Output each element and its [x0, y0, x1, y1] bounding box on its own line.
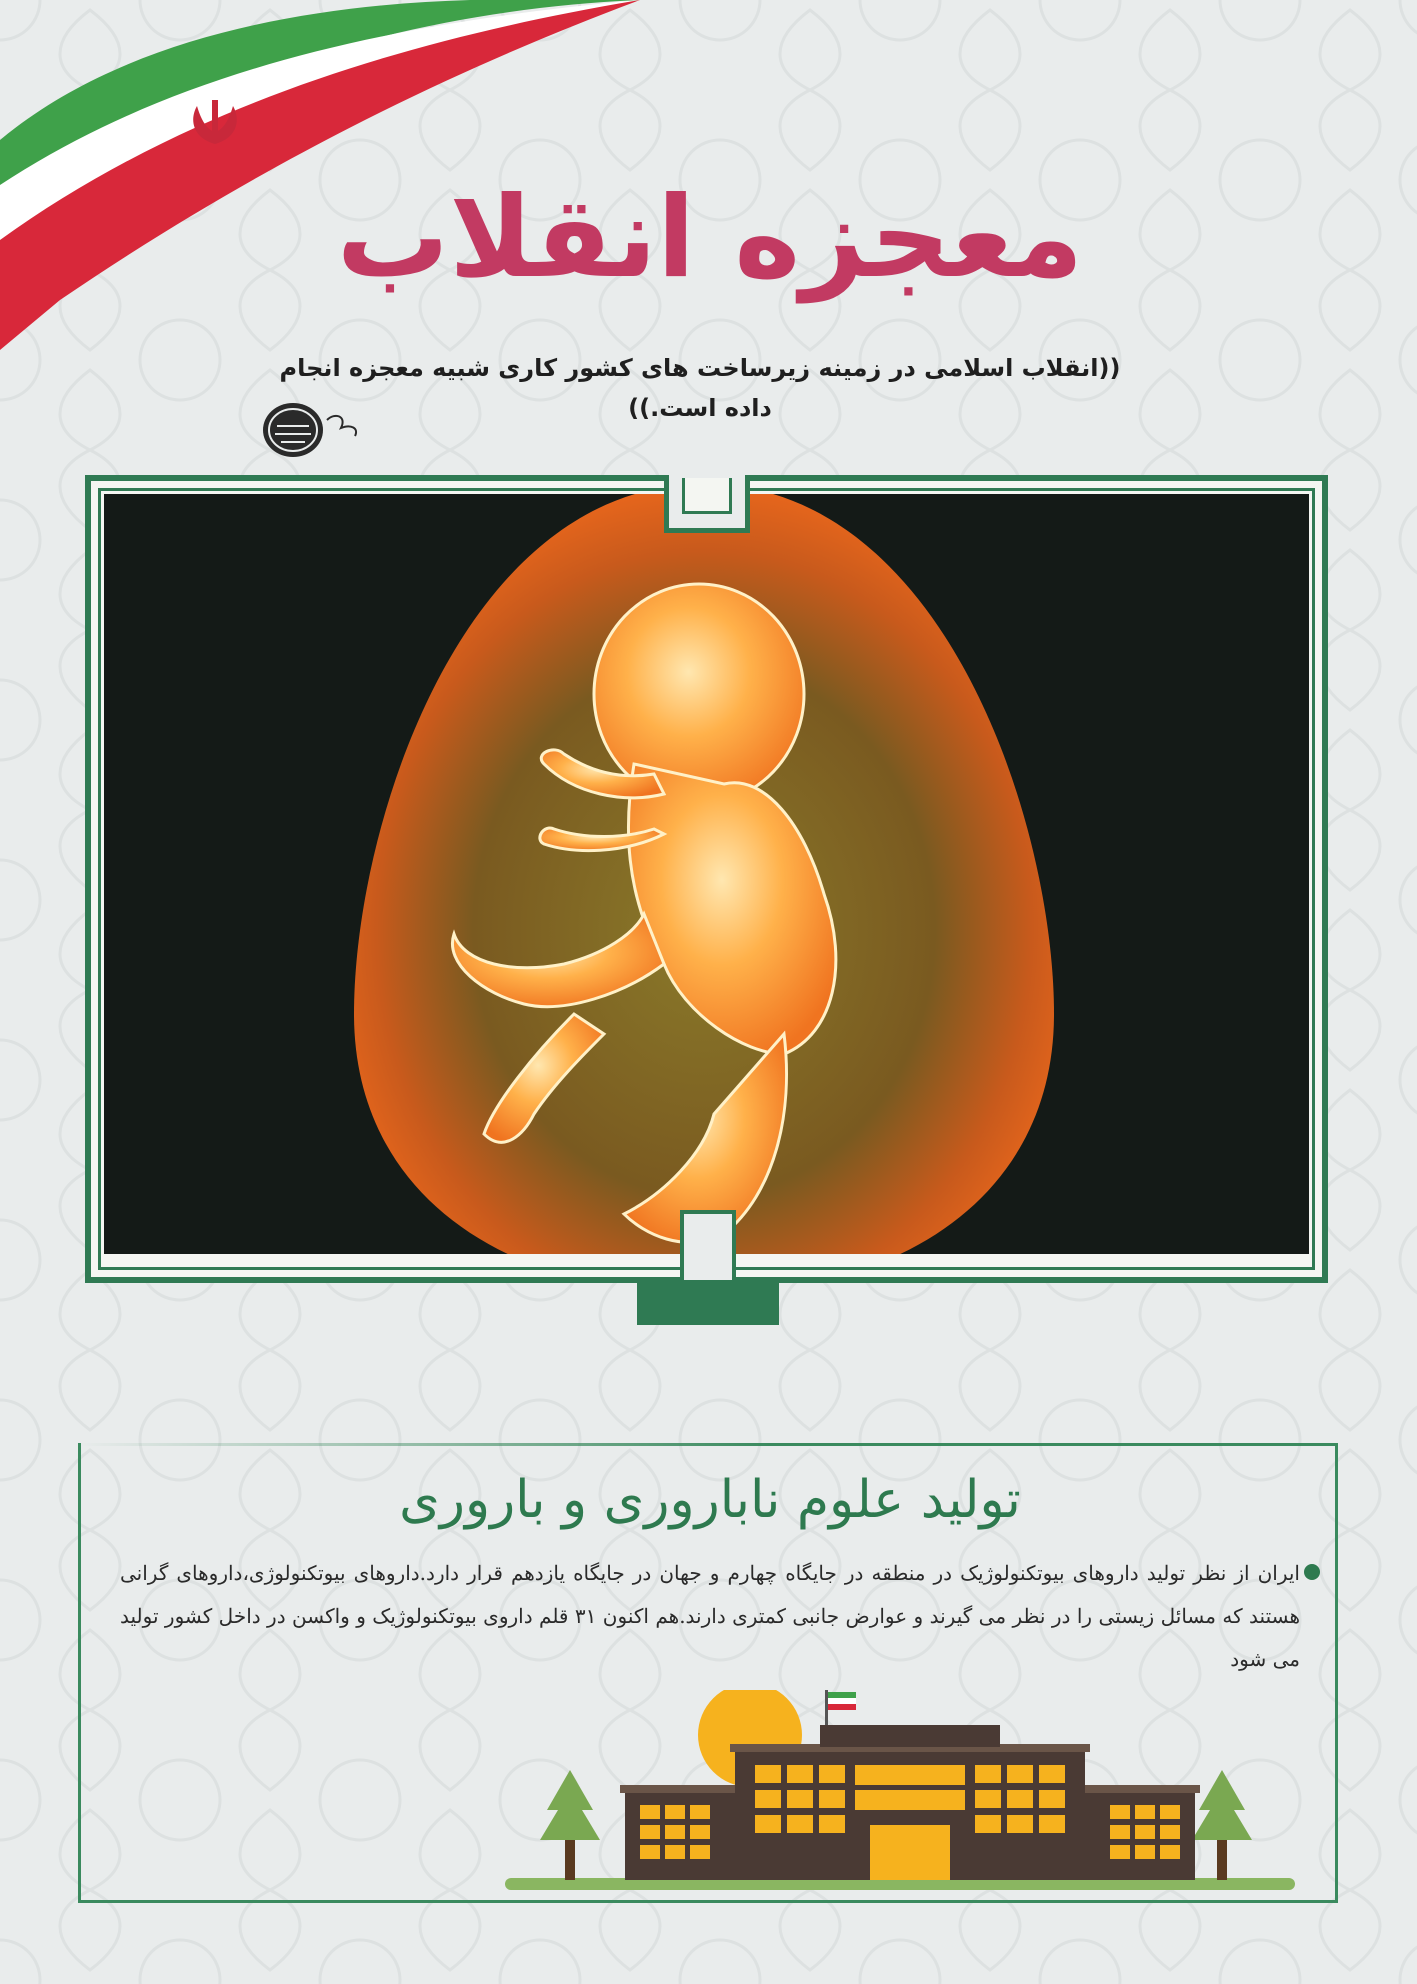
leader-quote: ((انقلاب اسلامی در زمینه زیرساخت های کشور کاری شبیه معجزه انجام داده است.))	[279, 354, 1121, 422]
poster-title: معجزه انقلاب	[336, 173, 1084, 303]
body-paragraph: ایران از نظر تولید داروهای بیوتکنولوژیک در منطقه در جایگاه چهارم و جهان در جایگاه یازدهم قرار دارد.داروهای بیوتکنولوژی،داروهای گرانی هستند که مسائل زیستی را در نظر می گیرند و عوارض جانبی کمتری دارند.هم اکنون ۳۱ قلم داروی بیوتکنولوژیک و واکسن در داخل کشور تولید می شود	[120, 1561, 1300, 1671]
tree-icon	[540, 1770, 600, 1880]
embryo-photo	[104, 494, 1309, 1254]
signature-seal-icon	[255, 398, 365, 460]
frame-notch-bottom	[680, 1210, 736, 1280]
bullet-dot-icon	[1304, 1564, 1320, 1580]
info-section-top-line	[78, 1443, 1338, 1446]
tree-icon	[1192, 1770, 1252, 1880]
frame-bottom-tab	[637, 1283, 779, 1325]
frame-notch-top-inner	[682, 478, 732, 514]
section-heading: تولید علوم ناباروری و باروری	[399, 1470, 1021, 1530]
building-illustration	[505, 1690, 1295, 1902]
